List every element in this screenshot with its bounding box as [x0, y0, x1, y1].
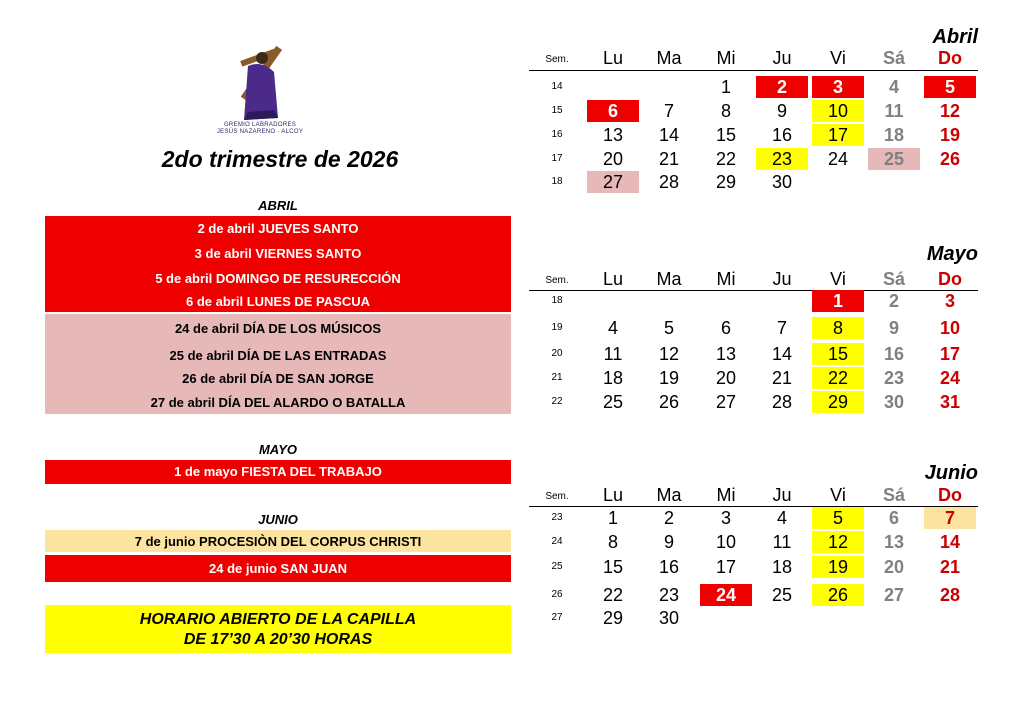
week-number: 25 — [551, 561, 563, 572]
weekday-header: Ju — [772, 485, 792, 505]
month-name: Junio — [924, 462, 978, 484]
weekday-header: Vi — [830, 48, 846, 68]
section-heading-mayo: MAYO — [258, 442, 298, 457]
month-name: Abril — [932, 26, 978, 48]
calendar-day: 4 — [888, 77, 899, 97]
event-item: 6 de abril LUNES DE PASCUA — [186, 294, 370, 309]
calendar-day: 25 — [602, 392, 624, 412]
weekday-header: Lu — [602, 48, 624, 68]
event-item: 5 de abril DOMINGO DE RESURECCIÓN — [155, 271, 401, 286]
calendar-day: 11 — [884, 101, 904, 121]
calendar-day: 5 — [924, 76, 976, 98]
calendar-day: 26 — [812, 584, 864, 606]
calendar-day: 15 — [602, 557, 624, 577]
calendar-day: 6 — [888, 508, 899, 528]
calendar-day: 3 — [812, 76, 864, 98]
page-title: 2do trimestre de 2026 — [161, 146, 399, 172]
weekday-header: Vi — [830, 485, 846, 505]
weekday-header: Lu — [602, 269, 624, 289]
calendar-day: 15 — [715, 125, 737, 145]
calendar-day: 9 — [663, 532, 674, 552]
calendar-day: 27 — [883, 585, 905, 605]
calendar-day: 14 — [939, 532, 961, 552]
abril-red-events — [45, 216, 511, 312]
weekday-header: Mi — [716, 485, 736, 505]
calendar-day: 30 — [883, 392, 905, 412]
calendar-day: 29 — [812, 391, 864, 413]
calendar-day: 12 — [939, 101, 961, 121]
calendar-day: 6 — [720, 318, 731, 338]
week-number: 24 — [551, 536, 563, 547]
calendar-day: 29 — [602, 608, 624, 628]
month-name: Mayo — [926, 243, 978, 265]
event-item: 25 de abril DÍA DE LAS ENTRADAS — [169, 348, 387, 363]
calendar-day: 25 — [771, 585, 793, 605]
week-number: 26 — [551, 589, 563, 600]
calendar-day: 26 — [658, 392, 680, 412]
calendar-day: 24 — [700, 584, 752, 606]
calendar-day: 17 — [715, 557, 737, 577]
calendar-day: 12 — [812, 531, 864, 553]
week-number: 15 — [551, 105, 563, 116]
calendar-day: 24 — [827, 149, 849, 169]
calendar-day: 24 — [939, 368, 961, 388]
calendar-day: 22 — [715, 149, 737, 169]
calendar-day: 18 — [883, 125, 905, 145]
weekday-header: Ma — [656, 269, 682, 289]
calendar-day: 21 — [939, 557, 961, 577]
calendar-day: 18 — [771, 557, 793, 577]
calendar-day: 19 — [812, 556, 864, 578]
calendar-day: 30 — [658, 608, 680, 628]
calendar-day: 17 — [939, 344, 961, 364]
calendar-day: 23 — [756, 148, 808, 170]
weekday-header: Lu — [602, 485, 624, 505]
week-number: 17 — [551, 153, 563, 164]
calendar-day: 21 — [771, 368, 793, 388]
calendar-day: 23 — [883, 368, 905, 388]
calendar-day: 3 — [944, 291, 955, 311]
event-item: 27 de abril DÍA DEL ALARDO O BATALLA — [150, 395, 406, 410]
weekday-header: Ju — [772, 48, 792, 68]
weekday-header: Ma — [656, 48, 682, 68]
weekday-header: Sá — [882, 48, 906, 68]
logo-caption — [206, 122, 314, 136]
event-item: 1 de mayo FIESTA DEL TRABAJO — [174, 464, 382, 479]
calendar-day: 9 — [888, 318, 899, 338]
calendar-day: 22 — [602, 585, 624, 605]
week-number: 21 — [551, 372, 563, 383]
section-heading-junio: JUNIO — [258, 512, 298, 527]
calendar-day: 20 — [715, 368, 737, 388]
calendar-day: 13 — [602, 125, 624, 145]
logo-line-1: GREMIO LABRADORES — [223, 122, 297, 128]
calendar-day: 7 — [924, 507, 976, 529]
week-number: 14 — [551, 81, 563, 92]
calendar-day: 5 — [812, 507, 864, 529]
calendar-day: 14 — [771, 344, 793, 364]
calendar-day: 13 — [715, 344, 737, 364]
weekday-header: Ma — [656, 485, 682, 505]
calendar-day: 16 — [658, 557, 680, 577]
calendar-day: 4 — [607, 318, 618, 338]
calendar-day: 30 — [771, 172, 793, 192]
calendar-day: 1 — [607, 508, 618, 528]
week-number: 23 — [551, 512, 563, 523]
junio-corpus-event — [45, 530, 511, 552]
weekday-header: Mi — [716, 48, 736, 68]
hours-line-1: HORARIO ABIERTO DE LA CAPILLA — [139, 611, 417, 628]
calendar-day: 1 — [720, 77, 731, 97]
event-item: 24 de junio SAN JUAN — [209, 561, 347, 576]
calendar-day: 15 — [812, 343, 864, 365]
calendar-day: 21 — [658, 149, 680, 169]
calendar-day: 5 — [663, 318, 674, 338]
calendar-day: 3 — [720, 508, 731, 528]
calendar-day: 26 — [939, 149, 961, 169]
calendar-day: 10 — [715, 532, 737, 552]
calendar-day: 1 — [812, 290, 864, 312]
weekday-header: Do — [938, 269, 962, 289]
calendar-day: 23 — [658, 585, 680, 605]
week-number: 27 — [551, 612, 563, 623]
calendar-day: 11 — [603, 344, 623, 364]
week-number: 19 — [551, 322, 563, 333]
calendar-day: 13 — [883, 532, 905, 552]
logo-line-2: JESÚS NAZARENO · ALCOY — [216, 129, 304, 135]
event-item: 7 de junio PROCESIÒN DEL CORPUS CHRISTI — [134, 534, 422, 549]
week-column-header: Sem. — [545, 54, 569, 65]
mayo-events — [45, 460, 511, 484]
calendar-day: 20 — [602, 149, 624, 169]
weekday-header: Sá — [882, 485, 906, 505]
week-number: 20 — [551, 348, 563, 359]
week-column-header: Sem. — [545, 491, 569, 502]
week-number: 16 — [551, 129, 563, 140]
calendar-day: 6 — [587, 100, 639, 122]
calendar-day: 16 — [771, 125, 793, 145]
header-divider — [529, 70, 978, 71]
calendar-day: 17 — [812, 124, 864, 146]
event-item: 24 de abril DÍA DE LOS MÚSICOS — [174, 321, 382, 336]
calendar-day: 20 — [883, 557, 905, 577]
calendar-day: 14 — [658, 125, 680, 145]
calendar-day: 8 — [607, 532, 618, 552]
weekday-header: Mi — [716, 269, 736, 289]
week-number: 18 — [551, 176, 563, 187]
calendar-day: 10 — [812, 100, 864, 122]
calendar-day: 27 — [587, 171, 639, 193]
calendar-day: 2 — [663, 508, 674, 528]
weekday-header: Ju — [772, 269, 792, 289]
calendar-day: 29 — [715, 172, 737, 192]
calendar-day: 12 — [658, 344, 680, 364]
hours-line-2: DE 17’30 A 20’30 HORAS — [183, 631, 373, 648]
calendar-day: 8 — [720, 101, 731, 121]
event-item: 26 de abril DÍA DE SAN JORGE — [182, 371, 374, 386]
calendar-day: 9 — [776, 101, 787, 121]
event-item: 2 de abril JUEVES SANTO — [197, 221, 359, 236]
calendar-day: 16 — [883, 344, 905, 364]
calendar-day: 10 — [939, 318, 961, 338]
calendar-day: 19 — [939, 125, 961, 145]
chapel-hours-box — [45, 605, 511, 653]
week-number: 22 — [551, 396, 563, 407]
weekday-header: Do — [938, 485, 962, 505]
calendar-day: 2 — [888, 291, 899, 311]
calendar-day: 19 — [658, 368, 680, 388]
calendar-day: 31 — [939, 392, 961, 412]
calendar-day: 18 — [602, 368, 624, 388]
weekday-header: Sá — [882, 269, 906, 289]
section-heading-abril: ABRIL — [258, 198, 298, 213]
week-number: 18 — [551, 295, 563, 306]
calendar-day: 4 — [776, 508, 787, 528]
weekday-header: Vi — [830, 269, 846, 289]
calendar-day: 28 — [658, 172, 680, 192]
calendar-day: 7 — [776, 318, 787, 338]
event-item: 3 de abril VIERNES SANTO — [194, 246, 362, 261]
calendar-day: 7 — [663, 101, 674, 121]
calendar-day: 22 — [812, 367, 864, 389]
calendar-day: 27 — [715, 392, 737, 412]
week-column-header: Sem. — [545, 275, 569, 286]
abril-pink-events — [45, 314, 511, 414]
calendar-day: 28 — [939, 585, 961, 605]
junio-sanjuan-event — [45, 555, 511, 582]
calendar-day: 2 — [756, 76, 808, 98]
calendar-day: 28 — [771, 392, 793, 412]
calendar-day: 11 — [772, 532, 792, 552]
calendar-day: 8 — [812, 317, 864, 339]
weekday-header: Do — [938, 48, 962, 68]
calendar-day: 25 — [868, 148, 920, 170]
